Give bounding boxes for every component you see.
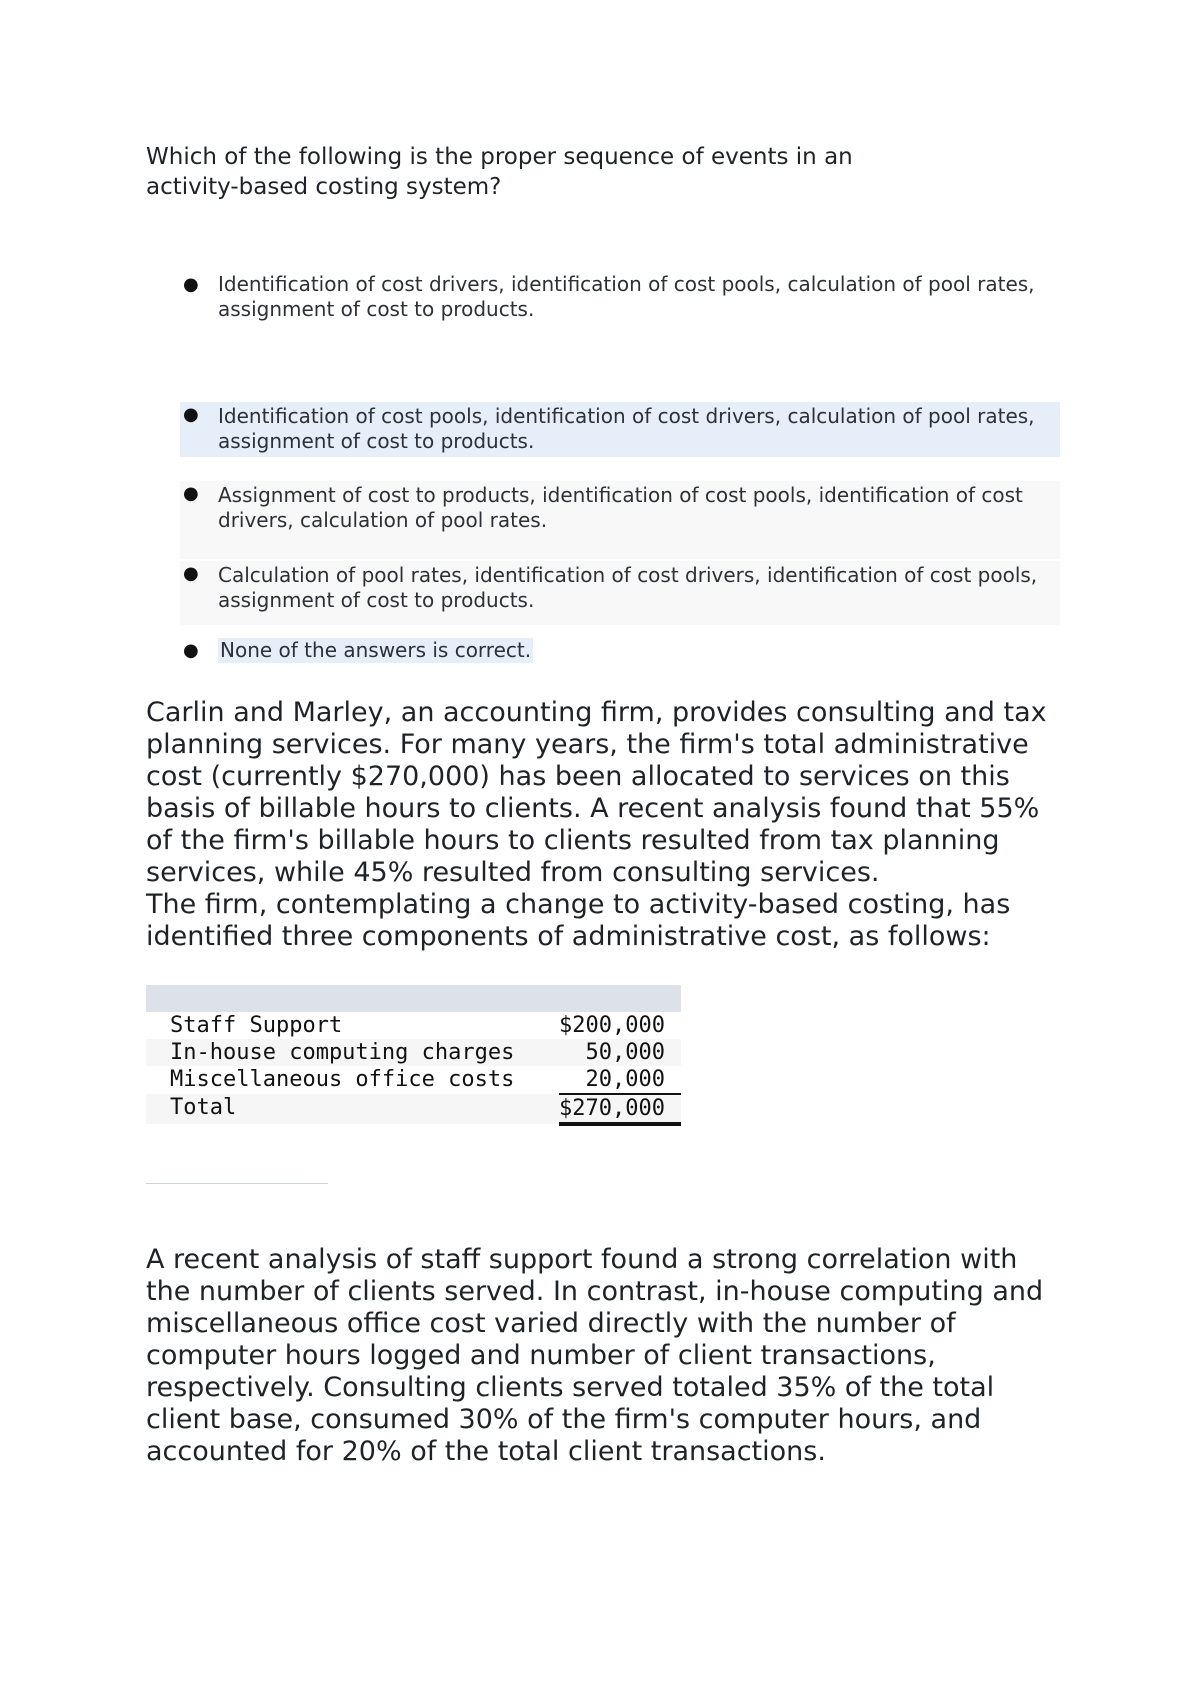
- cost-label: Miscellaneous office costs: [170, 1067, 515, 1092]
- bullet-icon: ●: [183, 404, 199, 425]
- table-total-row: [146, 1094, 681, 1124]
- intro-paragraph-2: The firm, contemplating a change to activity-based costing, has identified three components of administrative cost, as follows:: [146, 889, 1011, 952]
- answer-option-text: Identification of cost drivers, identification of cost pools, calculation of pool rates, assignment of cost to products.: [218, 272, 1035, 321]
- cost-amount: $200,000: [559, 1013, 665, 1038]
- table-row: [146, 1012, 681, 1039]
- table-row: [146, 1039, 681, 1066]
- answer-option-4[interactable]: [180, 561, 1060, 625]
- answer-option-2[interactable]: [180, 402, 1060, 457]
- answer-option-text: Assignment of cost to products, identification of cost pools, identification of cost drivers, calculation of pool rates.: [218, 483, 1023, 532]
- total-label: Total: [146, 1094, 559, 1124]
- bullet-icon: ●: [183, 274, 199, 295]
- table-header-row: [146, 985, 681, 1012]
- answer-option-text: Calculation of pool rates, identification of cost drivers, identification of cost pools, assignment of cost to products.: [218, 563, 1038, 612]
- bullet-icon: ●: [183, 563, 199, 584]
- cost-amount: 50,000: [559, 1039, 681, 1066]
- answer-option-3[interactable]: [180, 481, 1060, 559]
- intro-paragraph: Carlin and Marley, an accounting firm, provides consulting and tax planning services. For many years, the firm's total administrative cost (currently $270,000) has been allocated to services on this basis of billable hours to clients. A recent analysis found that 55% of the firm's billable hours to clients resulted from tax planning services, while 45% resulted from consulting services.: [146, 697, 1047, 888]
- cost-label: Staff Support: [170, 1013, 343, 1038]
- bullet-icon: ●: [183, 640, 199, 661]
- cost-label: In-house computing charges: [146, 1039, 559, 1066]
- analysis-paragraph: A recent analysis of staff support found a strong correlation with the number of clients served. In contrast, in-house computing and miscellaneous office cost varied directly with the number of computer hours logged and number of client transactions, respectively. Consulting clients served totaled 35% of the total client base, consumed 30% of the firm's computer hours, and accounted for 20% of the total client transactions.: [146, 1244, 1044, 1467]
- answer-option-text: None of the answers is correct.: [220, 638, 532, 662]
- question-text: Which of the following is the proper sequence of events in an activity-based costing system?: [146, 144, 853, 200]
- table-divider: [146, 1183, 328, 1184]
- answer-option-1[interactable]: [180, 272, 1060, 322]
- answer-option-text: Identification of cost pools, identification of cost drivers, calculation of pool rates, assignment of cost to products.: [218, 404, 1035, 453]
- bullet-icon: ●: [183, 483, 199, 504]
- cost-amount: 20,000: [585, 1067, 665, 1092]
- cost-table: [146, 985, 681, 1126]
- total-amount: $270,000: [559, 1094, 681, 1124]
- table-row: [146, 1066, 681, 1094]
- answer-option-5[interactable]: [180, 638, 545, 663]
